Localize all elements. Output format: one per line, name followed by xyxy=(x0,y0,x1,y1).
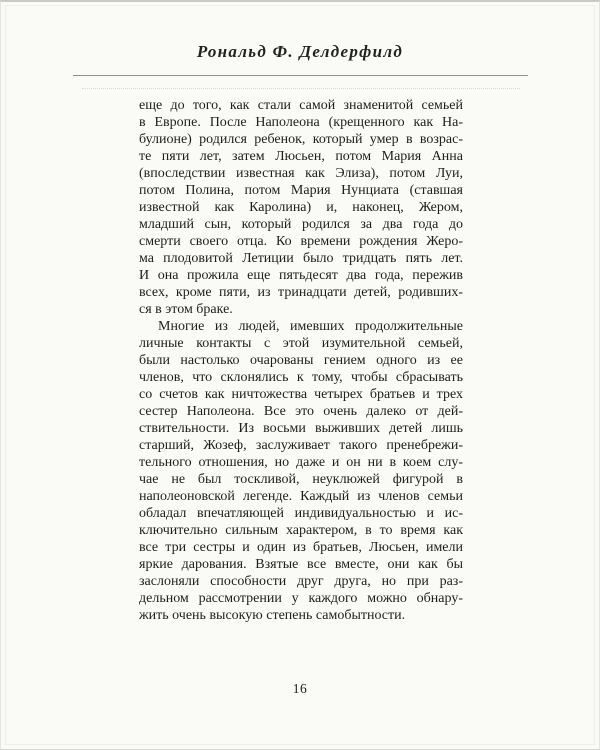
text-line: Многие из людей, имевших продолжительные xyxy=(158,319,463,334)
header-rule xyxy=(73,75,528,76)
paragraph xyxy=(139,318,463,624)
text-line: старший, Жозеф, заслуживает такого пренебрежи- xyxy=(139,438,463,453)
text-line: обладал впечатляющей индивидуальностью и ис- xyxy=(139,506,463,521)
text-line: чае не был тоскливой, неуклюжей фигурой в xyxy=(139,472,463,487)
text-line: заслоняли способности друг друга, но при раз- xyxy=(139,574,463,589)
text-line: личные контакты с этой изумительной семьей, xyxy=(139,336,463,351)
text-line: еще до того, как стали самой знаменитой семьей xyxy=(139,98,463,113)
text-line: смерти своего отца. Ко времени рождения Жеро- xyxy=(139,234,463,249)
text-line: все три сестры и один из братьев, Люсьен, имели xyxy=(139,540,463,555)
text-line: младший сын, который родился за два года до xyxy=(139,217,463,232)
page-number: 16 xyxy=(292,681,308,696)
text-line: потом Полина, потом Мария Нунциата (ставшая xyxy=(139,183,463,198)
text-line: были настолько очарованы гением одного из ее xyxy=(139,353,463,368)
text-line: дельном рассмотрении у каждого можно обнару- xyxy=(139,591,463,606)
text-line: со счетов как ничтожества четырех братьев и трех xyxy=(139,387,463,402)
paragraph xyxy=(139,97,463,318)
text-line: булионе) родился ребенок, который умер в возрас- xyxy=(139,132,463,147)
text-line: ся в этом браке. xyxy=(139,302,233,317)
text-line: тельного отношения, но даже и он ни в коем слу- xyxy=(139,455,463,470)
text-line: И она прожила еще пятьдесят два года, пережив xyxy=(139,268,463,283)
text-line: те пяти лет, затем Люсьен, потом Мария Анна xyxy=(139,149,463,164)
text-line: ма плодовитой Летиции было тридцать пять лет. xyxy=(139,251,463,266)
text-line: ствительности. Из восьми выживших детей лишь xyxy=(139,421,463,436)
text-line: (впоследствии известная как Элиза), потом Луи, xyxy=(139,166,463,181)
text-line: известной как Каролина) и, наконец, Жером, xyxy=(139,200,463,215)
text-line: наполеоновской легенде. Каждый из членов семьи xyxy=(139,489,463,504)
page-body xyxy=(139,97,463,624)
running-head-author: Рональд Ф. Делдерфилд xyxy=(196,42,404,61)
text-line: в Европе. После Наполеона (крещенного как На- xyxy=(139,115,463,130)
text-line: ключительно сильным характером, в то время как xyxy=(139,523,463,538)
text-line: яркие дарования. Взятые все вместе, они как бы xyxy=(139,557,463,572)
text-line: жить очень высокую степень самобытности. xyxy=(139,608,406,623)
header-dotted-rule xyxy=(82,88,520,89)
text-line: членов, что склонялись к тому, чтобы сбрасывать xyxy=(139,370,463,385)
text-line: сестер Наполеона. Все это очень далеко от дей- xyxy=(139,404,463,419)
text-line: всех, кроме пяти, из тринадцати детей, родивших- xyxy=(139,285,463,300)
